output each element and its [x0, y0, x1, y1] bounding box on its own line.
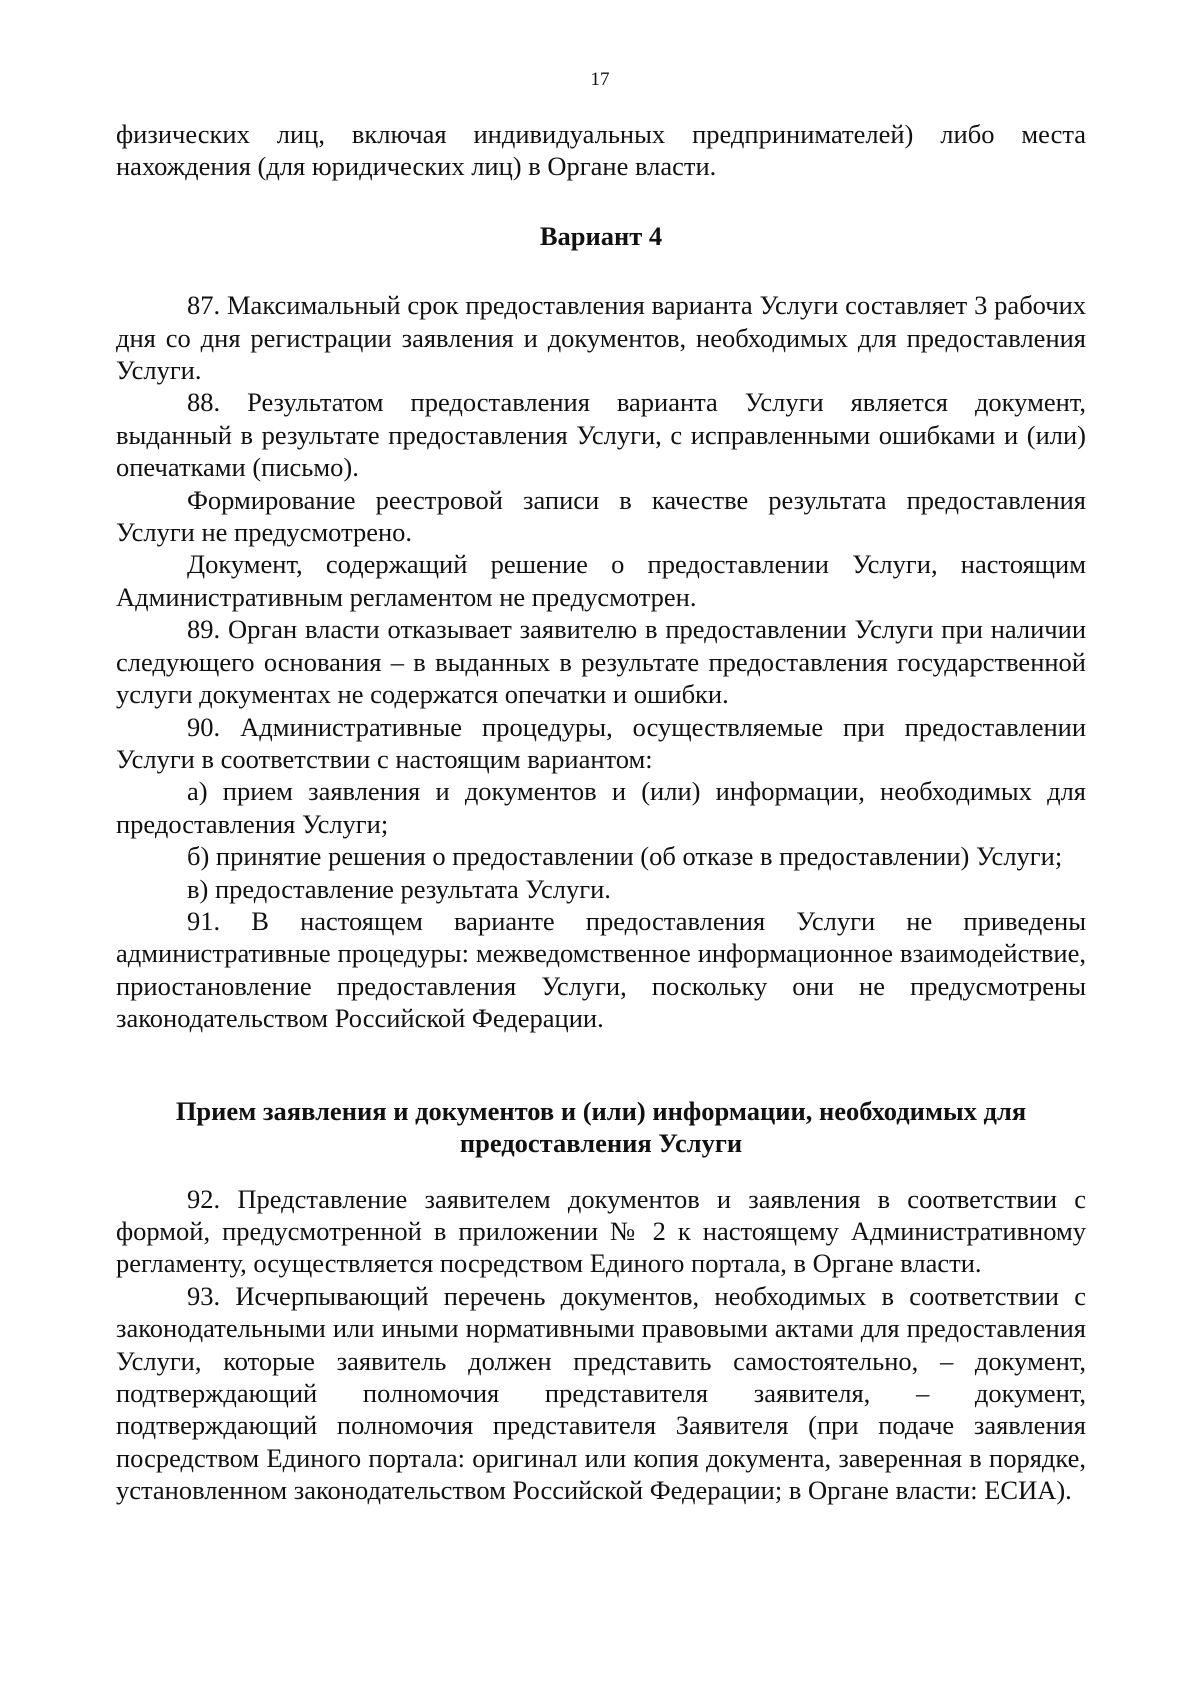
paragraph-decision-document: Документ, содержащий решение о предоставлении Услуги, настоящим Административным регламентом не предусмотрен. [116, 549, 1086, 612]
paragraph-92: 92. Представление заявителем документов и заявления в соответствии с формой, предусмотренной в приложении № 2 к настоящему Административному регламенту, осуществляется посредством Единого портала, в Органе власти. [116, 1183, 1086, 1279]
section-heading: Прием заявления и документов и (или) информации, необходимых для предоставления Услуги [175, 1095, 1027, 1158]
heading-variant-4: Вариант 4 [539, 220, 663, 251]
paragraph-93: 93. Исчерпывающий перечень документов, необходимых в соответствии с законодательными или иными нормативными правовыми актами для предоставления Услуги, которые заявитель должен представить самостоятельно, – документ, подтверждающий полномочия представителя заявителя, – документ, подтверждающий полномочия представителя Заявителя (при подаче заявления посредством Единого портала: оригинал или копия документа, заверенная в порядке, установленном законодательством Российской Федерации; в Органе власти: ЕСИА). [116, 1280, 1086, 1506]
paragraph-87: 87. Максимальный срок предоставления варианта Услуги составляет 3 рабочих дня со дня регистрации заявления и документов, необходимых для предоставления Услуги. [116, 290, 1086, 386]
paragraph-91: 91. В настоящем варианте предоставления Услуги не приведены административные процедуры: межведомственное информационное взаимодействие, приостановление предоставления Услуги, поскольку они не предусмотрены законодательством Российской Федерации. [116, 905, 1086, 1034]
list-item-b: б) принятие решения о предоставлении (об отказе в предоставлении) Услуги; [187, 841, 1063, 872]
page-number: 17 [590, 69, 610, 90]
paragraph-90: 90. Административные процедуры, осуществляемые при предоставлении Услуги в соответствии с настоящим вариантом: [116, 711, 1086, 774]
paragraph-88: 88. Результатом предоставления варианта Услуги является документ, выданный в результате предоставления Услуги, с исправленными ошибками и (или) опечатками (письмо). [116, 387, 1086, 483]
list-item-v: в) предоставление результата Услуги. [187, 873, 611, 904]
paragraph-registry-record: Формирование реестровой записи в качестве результата предоставления Услуги не предусмотрено. [116, 484, 1086, 548]
list-item-a: а) прием заявления и документов и (или) информации, необходимых для предоставления Услуги; [116, 776, 1086, 839]
paragraph-continuation: физических лиц, включая индивидуальных предпринимателей) либо места нахождения (для юридических лиц) в Органе власти. [116, 119, 1086, 182]
document-body [116, 118, 1086, 1507]
paragraph-89: 89. Орган власти отказывает заявителю в предоставлении Услуги при наличии следующего основания – в выданных в результате предоставления государственной услуги документах не содержатся опечатки и ошибки. [116, 614, 1086, 710]
